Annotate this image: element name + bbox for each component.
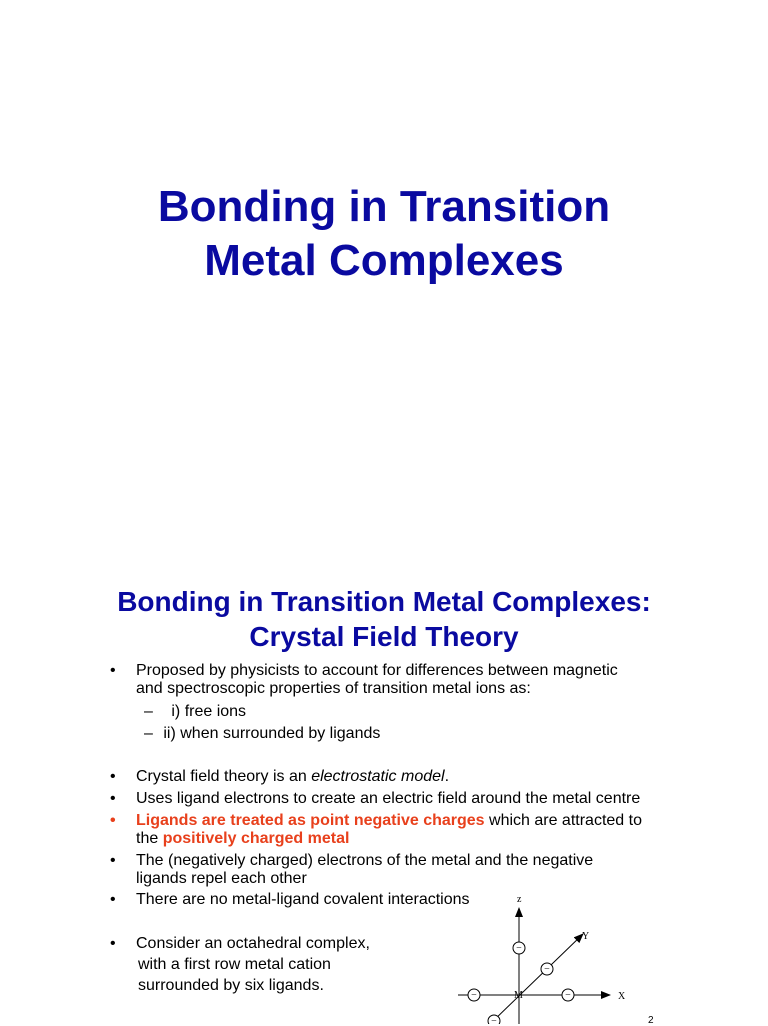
z-axis-label: z: [517, 894, 522, 905]
bullet-dot: •: [110, 790, 116, 807]
y-axis-label: Y: [582, 931, 590, 942]
bullet-dot: •: [110, 662, 116, 679]
bullet7-line2: with a first row metal cation: [138, 956, 331, 973]
slide1-title: [0, 180, 768, 288]
bullet-dot: •: [110, 768, 116, 785]
bullet1-line1: Proposed by physicists to account for differences between magnetic: [136, 662, 618, 679]
bullet4-red-text: Ligands are treated as point negative charges: [136, 812, 485, 829]
dash: –: [144, 725, 153, 742]
ligand-charge: [488, 1015, 500, 1024]
slide1-title-line1: Bonding in Transition: [157, 182, 611, 231]
bullet-dot: •: [110, 812, 116, 829]
slide2-title-line2: Crystal Field Theory: [249, 621, 519, 652]
ligand-charge: [541, 963, 553, 975]
ligand-charge: [468, 989, 480, 1001]
bullet4-line2-text: the: [136, 830, 163, 847]
sub-item-text: i) free ions: [171, 703, 247, 720]
slide2-title-line1: Bonding in Transition Metal Complexes:: [117, 586, 651, 617]
ligand-charge: [562, 989, 574, 1001]
sub-item-text: ii) when surrounded by ligands: [163, 725, 381, 742]
bullet1-line2: and spectroscopic properties of transition metal ions as:: [136, 680, 531, 697]
charge-sign: −: [471, 990, 477, 1001]
bullet-dot: •: [110, 852, 116, 869]
charge-sign: −: [544, 964, 550, 975]
bullet2-text: Crystal field theory is an: [136, 768, 312, 785]
bullet-dot: •: [110, 935, 116, 952]
bullet2-emphasis: electrostatic model: [311, 768, 445, 785]
slide1-title-line2: Metal Complexes: [204, 236, 564, 285]
bullet4-red-text2: positively charged metal: [162, 830, 350, 847]
bullet-dot: •: [110, 891, 116, 908]
x-axis-label: X: [618, 991, 626, 1002]
sub-item: [144, 703, 246, 721]
bullet7-line3: surrounded by six ligands.: [138, 977, 324, 994]
bullet5-line2: ligands repel each other: [136, 870, 307, 887]
slide2-title: [0, 584, 768, 654]
charge-sign: −: [565, 990, 571, 1001]
bullet7-line1: Consider an octahedral complex,: [136, 935, 370, 952]
sub-item: [144, 725, 380, 743]
bullet2-period: .: [444, 768, 450, 785]
charge-sign: −: [491, 1016, 497, 1024]
ligand-charge: [513, 942, 525, 954]
page-number: 2: [648, 1015, 654, 1026]
bullet6-text: There are no metal-ligand covalent interactions: [136, 891, 470, 908]
metal-label: M: [514, 990, 523, 1001]
bullet4-text: which are attracted to: [484, 812, 642, 829]
dash: –: [144, 703, 153, 720]
bullet3-text: Uses ligand electrons to create an electric field around the metal centre: [136, 790, 641, 807]
bullet5-line1: The (negatively charged) electrons of the metal and the negative: [136, 852, 594, 869]
charge-sign: −: [516, 943, 522, 954]
octahedral-diagram: [450, 890, 660, 1024]
y-axis: [490, 934, 583, 1024]
